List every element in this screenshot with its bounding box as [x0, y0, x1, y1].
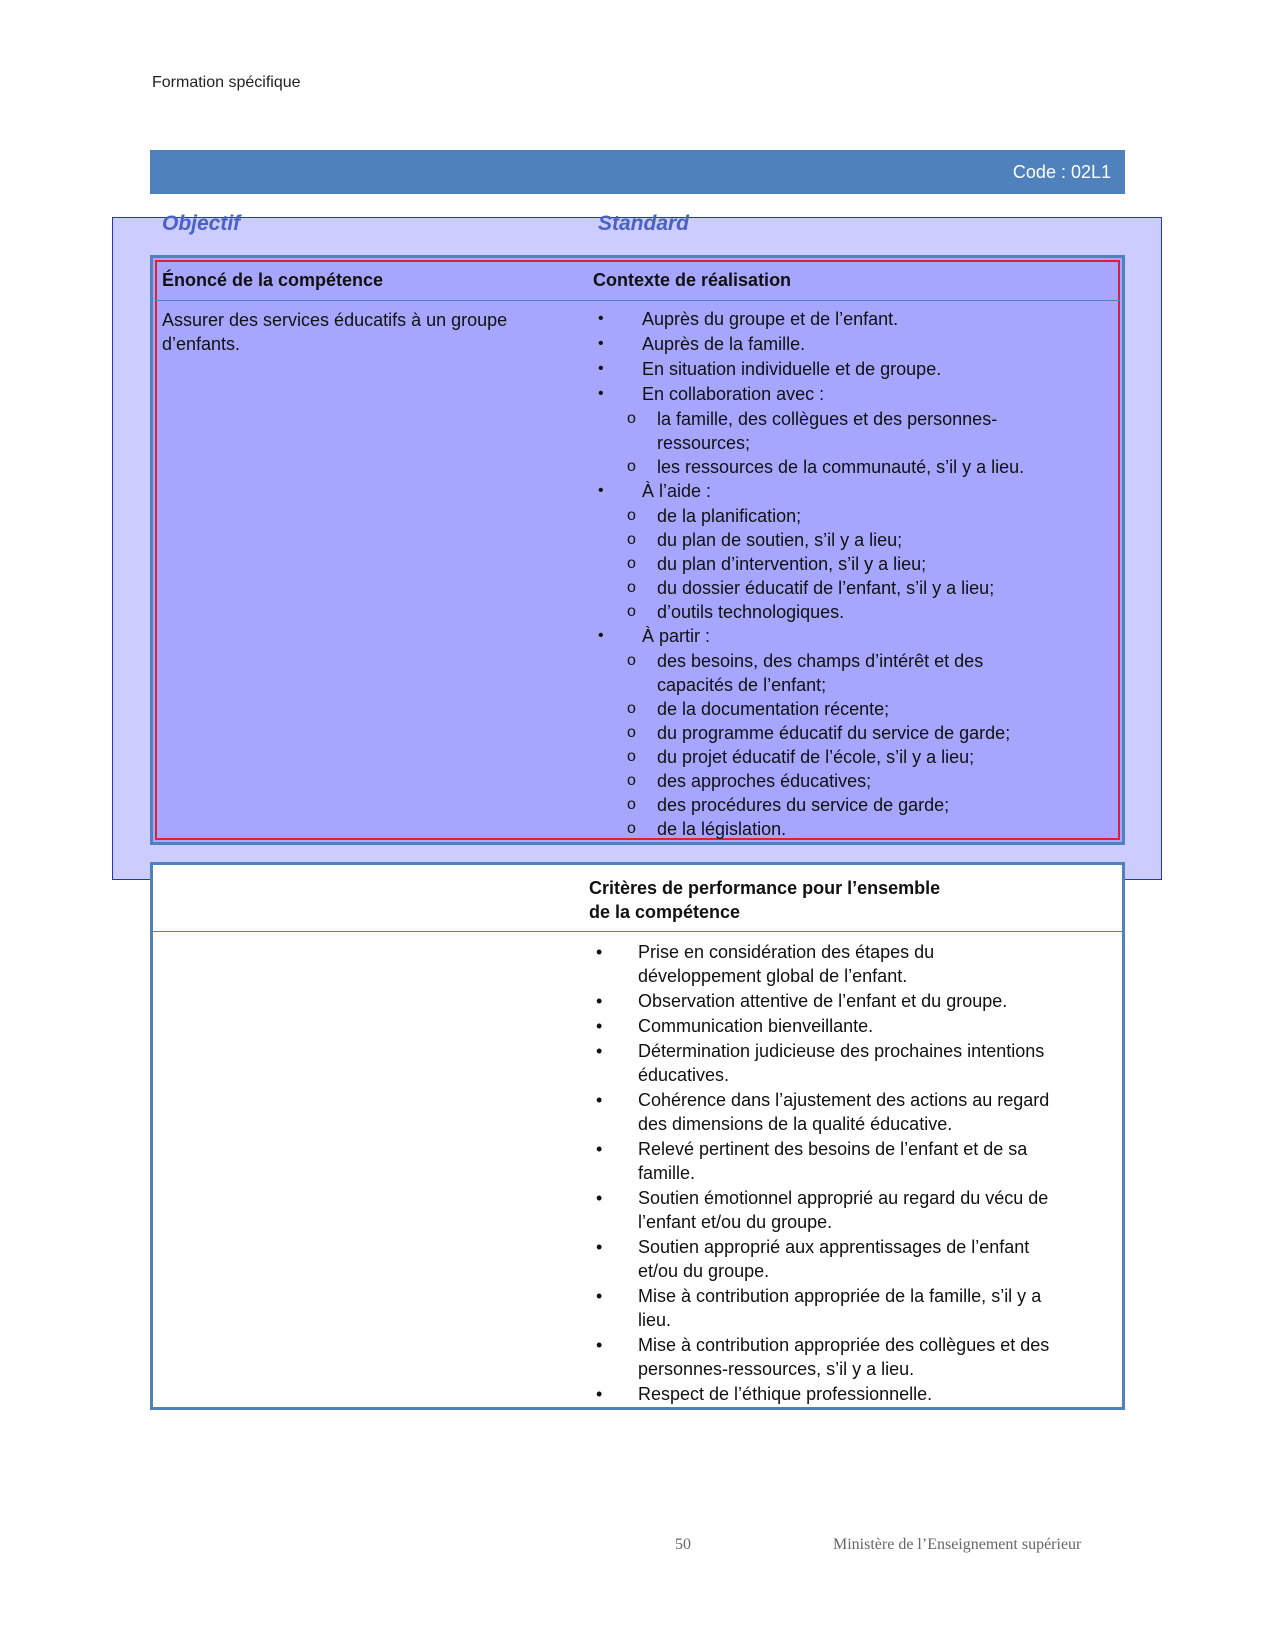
criteria-item	[596, 1039, 1116, 1087]
criteria-line: Communication bienveillante.	[638, 1016, 874, 1036]
contexte-subitem: de la législation.	[657, 819, 787, 839]
sub-bullet-icon: o	[627, 748, 636, 765]
criteria-item	[596, 1333, 1116, 1381]
bullet-icon: •	[596, 991, 603, 1011]
criteria-item	[596, 1186, 1116, 1234]
bullet-icon: •	[596, 1041, 603, 1061]
criteria-line: éducatives.	[638, 1065, 730, 1085]
sub-bullet-icon: o	[627, 652, 636, 669]
bullet-icon: •	[596, 1384, 603, 1404]
criteria-line: Soutien émotionnel approprié au regard du vécu de	[638, 1188, 1049, 1208]
criteria-line: famille.	[638, 1163, 696, 1183]
criteria-header-line: de la compétence	[589, 902, 741, 922]
criteria-item	[596, 1235, 1116, 1283]
criteria-table-divider	[153, 931, 1122, 932]
code-bar	[150, 150, 1125, 194]
criteria-line: Relevé pertinent des besoins de l’enfant et de sa	[638, 1139, 1028, 1159]
enonce-header: Énoncé de la compétence	[162, 270, 384, 290]
bullet-icon: •	[596, 942, 603, 962]
sub-bullet-icon: o	[627, 507, 636, 524]
sub-bullet-icon: o	[627, 531, 636, 548]
sub-bullet-icon: o	[627, 579, 636, 596]
competence-table-divider	[155, 300, 1120, 301]
criteria-line: Mise à contribution appropriée de la famille, s’il y a	[638, 1286, 1042, 1306]
competence-code: Code : 02L1	[1012, 162, 1111, 182]
sub-bullet-icon: o	[627, 458, 636, 475]
sub-bullet-icon: o	[627, 796, 636, 813]
bullet-icon: •	[596, 1188, 603, 1208]
enonce-line: d’enfants.	[162, 334, 241, 354]
enonce-line: Assurer des services éducatifs à un groupe	[162, 310, 508, 330]
criteria-item	[596, 989, 1116, 1013]
criteria-line: Mise à contribution appropriée des collègues et des	[638, 1335, 1050, 1355]
criteria-line: des dimensions de la qualité éducative.	[638, 1114, 953, 1134]
sub-bullet-icon: o	[627, 724, 636, 741]
objectif-heading: Objectif	[162, 212, 241, 235]
criteria-line: Soutien approprié aux apprentissages de l’enfant	[638, 1237, 1030, 1257]
sub-bullet-icon: o	[627, 410, 636, 427]
bullet-icon: •	[596, 1335, 603, 1355]
bullet-icon: •	[598, 482, 604, 499]
criteria-line: développement global de l’enfant.	[638, 966, 908, 986]
contexte-subitem: du plan d’intervention, s’il y a lieu;	[657, 554, 927, 574]
sub-bullet-icon: o	[627, 555, 636, 572]
criteria-item	[596, 1014, 1116, 1038]
criteria-item	[596, 940, 1116, 988]
standard-heading: Standard	[598, 212, 690, 235]
bullet-icon: •	[596, 1090, 603, 1110]
bullet-icon: •	[596, 1139, 603, 1159]
bullet-icon: •	[596, 1286, 603, 1306]
contexte-header: Contexte de réalisation	[593, 270, 792, 290]
criteria-line: et/ou du groupe.	[638, 1261, 770, 1281]
criteria-header-line: Critères de performance pour l’ensemble	[589, 878, 941, 898]
criteria-line: Respect de l’éthique professionnelle.	[638, 1384, 933, 1404]
contexte-subitem: d’outils technologiques.	[657, 602, 845, 622]
criteria-item	[596, 1088, 1116, 1136]
contexte-item: À l’aide :	[642, 481, 712, 501]
sub-bullet-icon: o	[627, 603, 636, 620]
sub-bullet-icon: o	[627, 820, 636, 837]
footer-ministry: Ministère de l’Enseignement supérieur	[833, 1536, 1082, 1553]
contexte-subitem: du plan de soutien, s’il y a lieu;	[657, 530, 903, 550]
contexte-subitem: les ressources de la communauté, s’il y a lieu.	[657, 457, 1025, 477]
criteria-line: l’enfant et/ou du groupe.	[638, 1212, 833, 1232]
contexte-subitem-continuation: capacités de l’enfant;	[657, 675, 827, 695]
contexte-subitem: des besoins, des champs d’intérêt et des	[657, 651, 984, 671]
bullet-icon: •	[598, 335, 604, 352]
contexte-subitem: du dossier éducatif de l’enfant, s’il y a lieu;	[657, 578, 995, 598]
enonce-text	[162, 308, 572, 356]
contexte-item: Auprès de la famille.	[642, 334, 806, 354]
criteria-line: Détermination judicieuse des prochaines intentions	[638, 1041, 1045, 1061]
contexte-subitem: du projet éducatif de l’école, s’il y a lieu;	[657, 747, 975, 767]
contexte-subitem-continuation: ressources;	[657, 433, 751, 453]
criteria-line: Cohérence dans l’ajustement des actions au regard	[638, 1090, 1050, 1110]
contexte-item: En collaboration avec :	[642, 384, 825, 404]
criteria-line: Prise en considération des étapes du	[638, 942, 935, 962]
criteria-header	[589, 876, 940, 924]
running-head: Formation spécifique	[152, 74, 301, 91]
sub-bullet-icon: o	[627, 772, 636, 789]
contexte-item: Auprès du groupe et de l’enfant.	[642, 309, 899, 329]
criteria-line: personnes-ressources, s’il y a lieu.	[638, 1359, 915, 1379]
contexte-subitem: de la documentation récente;	[657, 699, 890, 719]
bullet-icon: •	[598, 385, 604, 402]
bullet-icon: •	[596, 1237, 603, 1257]
contexte-item: À partir :	[642, 626, 711, 646]
criteria-item	[596, 1137, 1116, 1185]
contexte-subitem: de la planification;	[657, 506, 802, 526]
bullet-icon: •	[598, 360, 604, 377]
contexte-subitem: du programme éducatif du service de garde;	[657, 723, 1011, 743]
contexte-subitem: la famille, des collègues et des personnes-	[657, 409, 998, 429]
criteria-item	[596, 1382, 1116, 1406]
bullet-icon: •	[598, 310, 604, 327]
contexte-subitem: des approches éducatives;	[657, 771, 872, 791]
bullet-icon: •	[596, 1016, 603, 1036]
bullet-icon: •	[598, 627, 604, 644]
criteria-item	[596, 1284, 1116, 1332]
page-number: 50	[675, 1536, 691, 1553]
column-heads	[0, 212, 1275, 238]
contexte-item: En situation individuelle et de groupe.	[642, 359, 942, 379]
sub-bullet-icon: o	[627, 700, 636, 717]
criteria-line: Observation attentive de l’enfant et du groupe.	[638, 991, 1008, 1011]
contexte-subitem: des procédures du service de garde;	[657, 795, 950, 815]
criteria-line: lieu.	[638, 1310, 672, 1330]
